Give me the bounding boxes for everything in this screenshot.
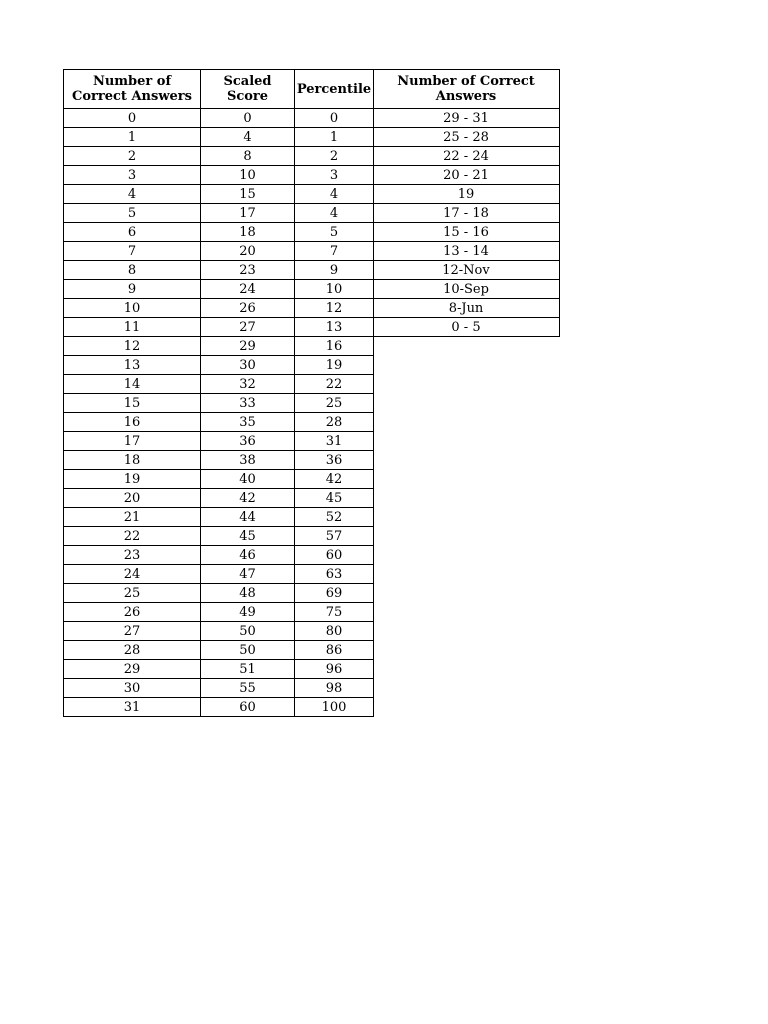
cell-percentile: 0	[295, 109, 374, 128]
cell-percentile: 7	[295, 242, 374, 261]
cell-answer-range: 13 - 14	[373, 242, 560, 261]
cell-percentile: 36	[295, 451, 374, 470]
cell-correct-answers: 27	[64, 622, 201, 641]
table-row	[64, 622, 374, 641]
cell-scaled-score: 47	[201, 565, 295, 584]
cell-correct-answers: 0	[64, 109, 201, 128]
cell-percentile: 22	[295, 375, 374, 394]
cell-scaled-score: 46	[201, 546, 295, 565]
cell-percentile: 31	[295, 432, 374, 451]
cell-answer-range: 29 - 31	[373, 109, 560, 128]
cell-correct-answers: 26	[64, 603, 201, 622]
cell-correct-answers: 10	[64, 299, 201, 318]
cell-percentile: 10	[295, 280, 374, 299]
cell-answer-range: 17 - 18	[373, 204, 560, 223]
cell-correct-answers: 6	[64, 223, 201, 242]
cell-percentile: 57	[295, 527, 374, 546]
cell-scaled-score: 0	[201, 109, 295, 128]
header-row	[64, 70, 374, 109]
table-row	[64, 337, 374, 356]
table-row	[64, 565, 374, 584]
header-correct-answers: Number of Correct Answers	[64, 70, 201, 109]
cell-scaled-score: 45	[201, 527, 295, 546]
cell-scaled-score: 32	[201, 375, 295, 394]
table-row	[373, 166, 560, 185]
cell-scaled-score: 30	[201, 356, 295, 375]
table-row	[373, 261, 560, 280]
table-row	[64, 299, 374, 318]
table-row	[64, 318, 374, 337]
cell-percentile: 4	[295, 204, 374, 223]
range-header-row	[373, 70, 560, 109]
table-row	[64, 413, 374, 432]
cell-scaled-score: 42	[201, 489, 295, 508]
cell-correct-answers: 18	[64, 451, 201, 470]
cell-scaled-score: 29	[201, 337, 295, 356]
table-row	[64, 432, 374, 451]
table-row	[373, 299, 560, 318]
cell-correct-answers: 2	[64, 147, 201, 166]
cell-scaled-score: 17	[201, 204, 295, 223]
table-row	[64, 394, 374, 413]
cell-scaled-score: 24	[201, 280, 295, 299]
cell-scaled-score: 55	[201, 679, 295, 698]
cell-correct-answers: 28	[64, 641, 201, 660]
cell-correct-answers: 9	[64, 280, 201, 299]
cell-scaled-score: 33	[201, 394, 295, 413]
cell-answer-range: 12-Nov	[373, 261, 560, 280]
table-row	[373, 109, 560, 128]
cell-scaled-score: 23	[201, 261, 295, 280]
header-range-correct-answers: Number of Correct Answers	[373, 70, 560, 109]
table-row	[64, 185, 374, 204]
table-row	[64, 584, 374, 603]
cell-answer-range: 8-Jun	[373, 299, 560, 318]
cell-correct-answers: 12	[64, 337, 201, 356]
table-row	[64, 660, 374, 679]
table-row	[64, 679, 374, 698]
cell-correct-answers: 16	[64, 413, 201, 432]
cell-percentile: 42	[295, 470, 374, 489]
cell-percentile: 69	[295, 584, 374, 603]
table-row	[373, 204, 560, 223]
cell-correct-answers: 11	[64, 318, 201, 337]
table-row	[64, 128, 374, 147]
cell-percentile: 9	[295, 261, 374, 280]
cell-correct-answers: 19	[64, 470, 201, 489]
cell-percentile: 16	[295, 337, 374, 356]
score-conversion-table	[63, 69, 374, 717]
cell-correct-answers: 29	[64, 660, 201, 679]
cell-scaled-score: 44	[201, 508, 295, 527]
cell-percentile: 63	[295, 565, 374, 584]
cell-scaled-score: 51	[201, 660, 295, 679]
table-row	[64, 641, 374, 660]
cell-percentile: 45	[295, 489, 374, 508]
cell-percentile: 12	[295, 299, 374, 318]
cell-answer-range: 20 - 21	[373, 166, 560, 185]
cell-percentile: 100	[295, 698, 374, 717]
cell-scaled-score: 15	[201, 185, 295, 204]
cell-percentile: 96	[295, 660, 374, 679]
cell-correct-answers: 13	[64, 356, 201, 375]
cell-correct-answers: 30	[64, 679, 201, 698]
cell-percentile: 2	[295, 147, 374, 166]
cell-scaled-score: 50	[201, 641, 295, 660]
table-row	[64, 166, 374, 185]
cell-percentile: 60	[295, 546, 374, 565]
table-row	[64, 527, 374, 546]
cell-percentile: 19	[295, 356, 374, 375]
table-row	[64, 204, 374, 223]
answer-range-table	[373, 69, 560, 337]
table-row	[64, 451, 374, 470]
cell-scaled-score: 35	[201, 413, 295, 432]
cell-correct-answers: 1	[64, 128, 201, 147]
cell-correct-answers: 23	[64, 546, 201, 565]
cell-percentile: 1	[295, 128, 374, 147]
cell-answer-range: 10-Sep	[373, 280, 560, 299]
cell-correct-answers: 24	[64, 565, 201, 584]
cell-correct-answers: 31	[64, 698, 201, 717]
table-row	[64, 546, 374, 565]
cell-answer-range: 22 - 24	[373, 147, 560, 166]
table-row	[64, 375, 374, 394]
cell-correct-answers: 15	[64, 394, 201, 413]
cell-answer-range: 15 - 16	[373, 223, 560, 242]
table-row	[373, 185, 560, 204]
cell-scaled-score: 40	[201, 470, 295, 489]
cell-scaled-score: 60	[201, 698, 295, 717]
cell-percentile: 75	[295, 603, 374, 622]
table-row	[64, 261, 374, 280]
cell-percentile: 28	[295, 413, 374, 432]
cell-correct-answers: 22	[64, 527, 201, 546]
cell-percentile: 86	[295, 641, 374, 660]
cell-percentile: 80	[295, 622, 374, 641]
table-row	[373, 147, 560, 166]
cell-answer-range: 19	[373, 185, 560, 204]
cell-answer-range: 25 - 28	[373, 128, 560, 147]
cell-percentile: 4	[295, 185, 374, 204]
table-row	[373, 318, 560, 337]
cell-correct-answers: 21	[64, 508, 201, 527]
table-row	[64, 147, 374, 166]
cell-percentile: 5	[295, 223, 374, 242]
cell-percentile: 98	[295, 679, 374, 698]
table-row	[373, 128, 560, 147]
cell-scaled-score: 4	[201, 128, 295, 147]
cell-scaled-score: 36	[201, 432, 295, 451]
cell-correct-answers: 5	[64, 204, 201, 223]
table-row	[64, 223, 374, 242]
table-row	[64, 489, 374, 508]
cell-percentile: 52	[295, 508, 374, 527]
cell-correct-answers: 4	[64, 185, 201, 204]
cell-correct-answers: 20	[64, 489, 201, 508]
cell-scaled-score: 26	[201, 299, 295, 318]
cell-percentile: 3	[295, 166, 374, 185]
cell-correct-answers: 14	[64, 375, 201, 394]
cell-scaled-score: 8	[201, 147, 295, 166]
cell-answer-range: 0 - 5	[373, 318, 560, 337]
table-row	[64, 242, 374, 261]
header-scaled-score: Scaled Score	[201, 70, 295, 109]
cell-scaled-score: 48	[201, 584, 295, 603]
header-percentile: Percentile	[295, 70, 374, 109]
cell-scaled-score: 10	[201, 166, 295, 185]
table-row	[64, 109, 374, 128]
table-row	[64, 698, 374, 717]
cell-correct-answers: 7	[64, 242, 201, 261]
table-row	[64, 280, 374, 299]
cell-correct-answers: 8	[64, 261, 201, 280]
table-row	[373, 223, 560, 242]
cell-scaled-score: 50	[201, 622, 295, 641]
table-row	[64, 603, 374, 622]
table-row	[64, 356, 374, 375]
cell-scaled-score: 20	[201, 242, 295, 261]
cell-scaled-score: 27	[201, 318, 295, 337]
table-row	[373, 280, 560, 299]
table-row	[64, 508, 374, 527]
table-row	[373, 242, 560, 261]
cell-percentile: 13	[295, 318, 374, 337]
cell-scaled-score: 49	[201, 603, 295, 622]
cell-correct-answers: 25	[64, 584, 201, 603]
table-row	[64, 470, 374, 489]
cell-percentile: 25	[295, 394, 374, 413]
cell-correct-answers: 17	[64, 432, 201, 451]
cell-scaled-score: 38	[201, 451, 295, 470]
cell-correct-answers: 3	[64, 166, 201, 185]
cell-scaled-score: 18	[201, 223, 295, 242]
